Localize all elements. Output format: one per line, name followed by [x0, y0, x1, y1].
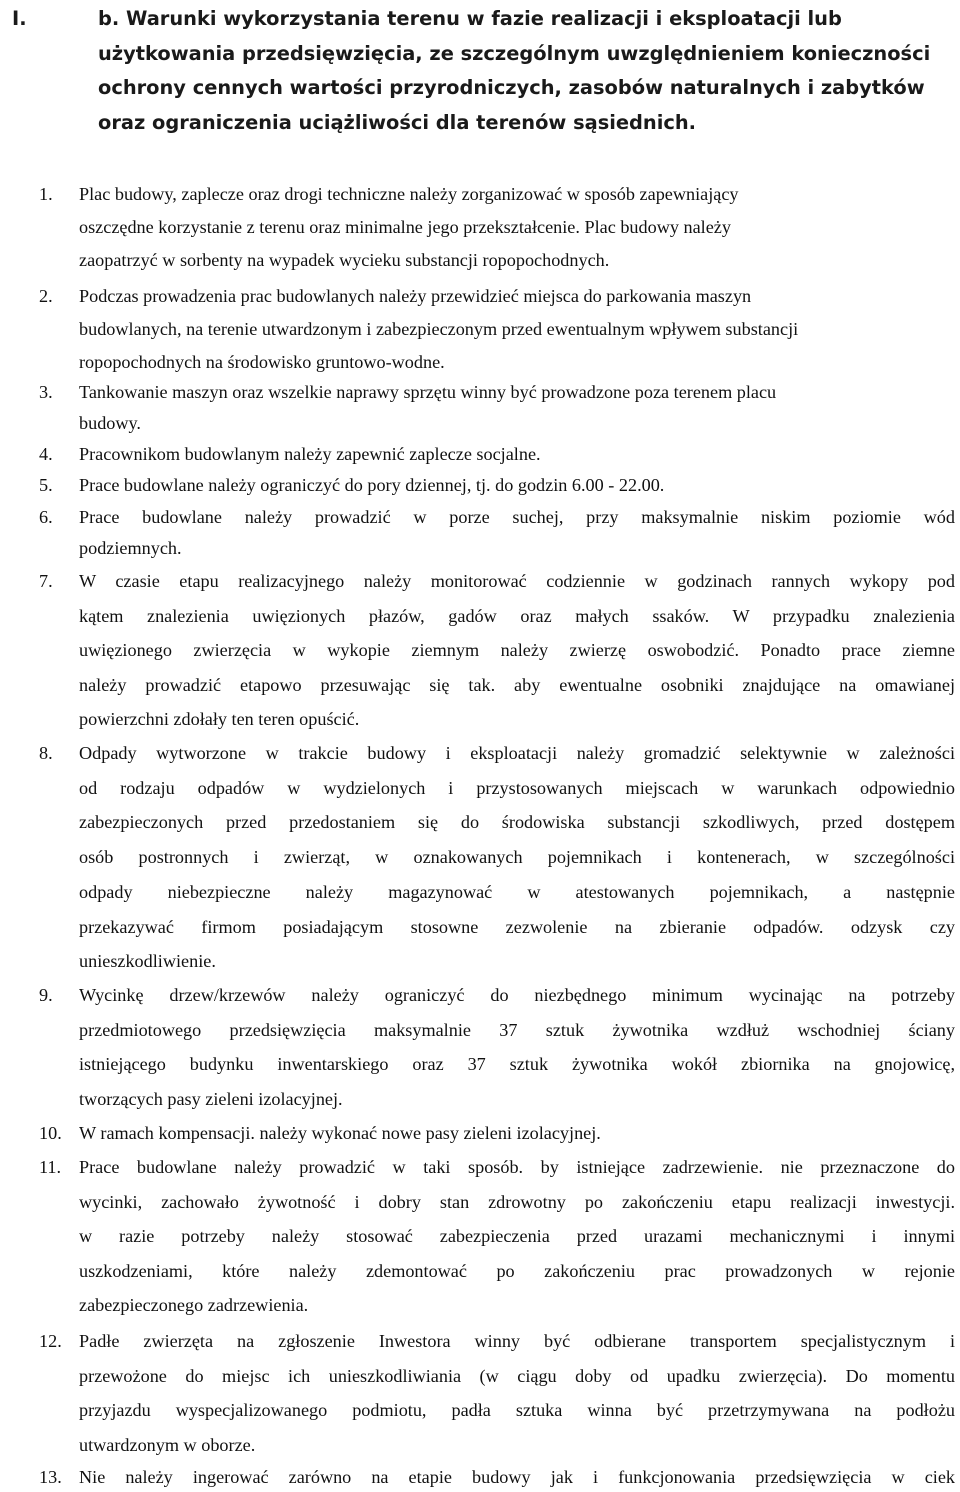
item-text-line: W czasie etapu realizacyjnego należy monitorować codziennie w godzinach rannych wykopy pod	[79, 571, 955, 591]
item-text-line: unieszkodliwienie.	[79, 951, 216, 972]
item-text-line: przyjazdu wyspecjalizowanego podmiotu, padła sztuka winna być przetrzymywana na podłożu	[79, 1400, 955, 1420]
item-text-line: Odpady wytworzone w trakcie budowy i eksploatacji należy gromadzić selektywnie w zależności	[79, 743, 955, 763]
item-text-line: należy prowadzić etapowo przesuwając się tak. aby ewentualne osobniki znajdujące na omawianej	[79, 674, 955, 695]
list-item-6	[0, 502, 960, 564]
list-item-12	[0, 1324, 960, 1462]
item-text-line: Tankowanie maszyn oraz wszelkie naprawy sprzętu winny być prowadzone poza terenem placu	[79, 382, 777, 402]
item-text-line: oszczędne korzystanie z terenu oraz minimalne jego przekształcenie. Plac budowy należy	[79, 217, 731, 237]
list-item-7	[0, 564, 960, 737]
list-item-11	[0, 1150, 960, 1323]
item-text-line: budowy.	[79, 413, 141, 433]
item-text-line: Podczas prowadzenia prac budowlanych należy przewidzieć miejsca do parkowania maszyn	[79, 286, 752, 306]
item-number: 9.	[39, 985, 53, 1005]
heading-text-line: oraz ograniczenia uciążliwości dla terenów sąsiednich.	[98, 110, 697, 134]
item-text-line: tworzących pasy zieleni izolacyjnej.	[79, 1088, 343, 1109]
item-number: 8.	[39, 743, 53, 763]
item-text-line: zaopatrzyć w sorbenty na wypadek wycieku substancji ropopochodnych.	[79, 250, 610, 270]
item-text-line: Prace budowlane należy prowadzić w porze suchej, przy maksymalnie niskim poziomie wód	[79, 507, 955, 527]
item-text-line: przekazywać firmom posiadającym stosowne zezwolenie na zbieranie odpadów. odzysk czy	[79, 916, 955, 937]
heading-line-1	[12, 2, 960, 37]
item-number: 7.	[39, 571, 53, 591]
item-text-line: zabezpieczonego zadrzewienia.	[79, 1295, 309, 1315]
list-item-3	[0, 377, 960, 439]
item-number: 12.	[39, 1331, 62, 1351]
item-number: 11.	[39, 1157, 62, 1177]
item-text-line: kątem znalezienia uwięzionych płazów, gadów oraz małych ssaków. W przypadku znalezienia	[79, 605, 955, 626]
item-text-line: od rodzaju odpadów w wydzielonych i przystosowanych miejscach w warunkach odpowiednio	[79, 777, 955, 798]
item-text-line: wycinki, zachowało żywotność i dobry stan zdrowotny po zakończeniu etapu realizacji inwestycji.	[79, 1191, 955, 1212]
heading-text-line: ochrony cennych wartości przyrodniczych, zasobów naturalnych i zabytków	[98, 76, 925, 99]
item-text-line: ropopochodnych na środowisko gruntowo-wodne.	[79, 352, 445, 372]
list-item-9	[0, 978, 960, 1116]
item-text-line: osób postronnych i zwierząt, w oznakowanych pojemnikach i kontenerach, w szczególności	[79, 847, 955, 868]
item-text-line: podziemnych.	[79, 538, 182, 558]
item-text-line: W ramach kompensacji. należy wykonać nowe pasy zieleni izolacyjnej.	[79, 1123, 601, 1143]
heading-text-line: użytkowania przedsięwzięcia, ze szczególnym uwzględnieniem konieczności	[98, 41, 931, 65]
item-number: 2.	[39, 286, 53, 306]
list-item-1	[0, 178, 960, 277]
item-text-line: Plac budowy, zaplecze oraz drogi techniczne należy zorganizować w sposób zapewniający	[79, 184, 739, 204]
item-text-line: Pracownikom budowlanym należy zapewnić zaplecze socjalne.	[79, 444, 541, 464]
item-text-line: utwardzonym w oborze.	[79, 1434, 256, 1455]
list-item-10	[0, 1117, 960, 1149]
item-text-line: odpady niebezpieczne należy magazynować w atestowanych pojemnikach, a następnie	[79, 881, 955, 902]
item-text-line: powierzchni zdołały ten teren opuścić.	[79, 709, 360, 729]
item-text-line: uszkodzeniami, które należy zdemontować po zakończeniu prac prowadzonych w rejonie	[79, 1260, 955, 1281]
item-text-line: przedmiotowego przedsięwzięcia maksymalnie 37 sztuk żywotnika wzdłuż wschodniej ściany	[79, 1019, 955, 1040]
item-text-line: Nie należy ingerować zarówno na etapie budowy jak i funkcjonowania przedsięwzięcia w ciek	[79, 1467, 955, 1487]
item-text-line: istniejącego budynku inwentarskiego oraz 37 sztuk żywotnika wokół zbiornika na gnojowicę,	[79, 1054, 955, 1074]
list-item-4	[0, 439, 960, 470]
heading-number: I.	[12, 7, 27, 30]
section-heading	[12, 2, 960, 140]
item-text-line: w razie potrzeby należy stosować zabezpieczenia przed urazami mechanicznymi i innymi	[79, 1226, 955, 1246]
item-text-line: Prace budowlane należy prowadzić w taki sposób. by istniejące zadrzewienie. nie przeznaczone do	[79, 1157, 955, 1177]
item-number: 13.	[39, 1467, 62, 1487]
item-number: 6.	[39, 507, 53, 527]
item-text-line: zabezpieczonych przed przedostaniem się do środowiska substancji szkodliwych, przed dostępem	[79, 812, 955, 833]
item-text-line: uwięzionego zwierzęcia w wykopie ziemnym należy zwierzę oswobodzić. Ponadto prace ziemne	[79, 640, 955, 660]
list-item-8	[0, 736, 960, 979]
list-item-2	[0, 280, 960, 379]
item-number: 5.	[39, 475, 53, 495]
list-item-5	[0, 470, 960, 501]
list-item-13	[0, 1462, 960, 1492]
item-text-line: budowlanych, na terenie utwardzonym i zabezpieczonym przed ewentualnym wpływem substancji	[79, 319, 799, 339]
heading-text-line: b. Warunki wykorzystania terenu w fazie realizacji i eksploatacji lub	[98, 7, 842, 30]
item-text-line: Wycinkę drzew/krzewów należy ograniczyć do niezbędnego minimum wycinając na potrzeby	[79, 985, 955, 1005]
item-number: 1.	[39, 184, 53, 204]
item-text-line: przewożone do miejsc ich unieszkodliwiania (w ciągu doby od upadku zwierzęcia). Do momentu	[79, 1365, 955, 1386]
item-number: 3.	[39, 382, 53, 402]
item-number: 4.	[39, 444, 53, 464]
item-text-line: Padłe zwierzęta na zgłoszenie Inwestora winny być odbierane transportem specjalistycznym i	[79, 1331, 955, 1351]
item-number: 10.	[39, 1123, 62, 1143]
item-text-line: Prace budowlane należy ograniczyć do pory dziennej, tj. do godzin 6.00 - 22.00.	[79, 475, 665, 495]
